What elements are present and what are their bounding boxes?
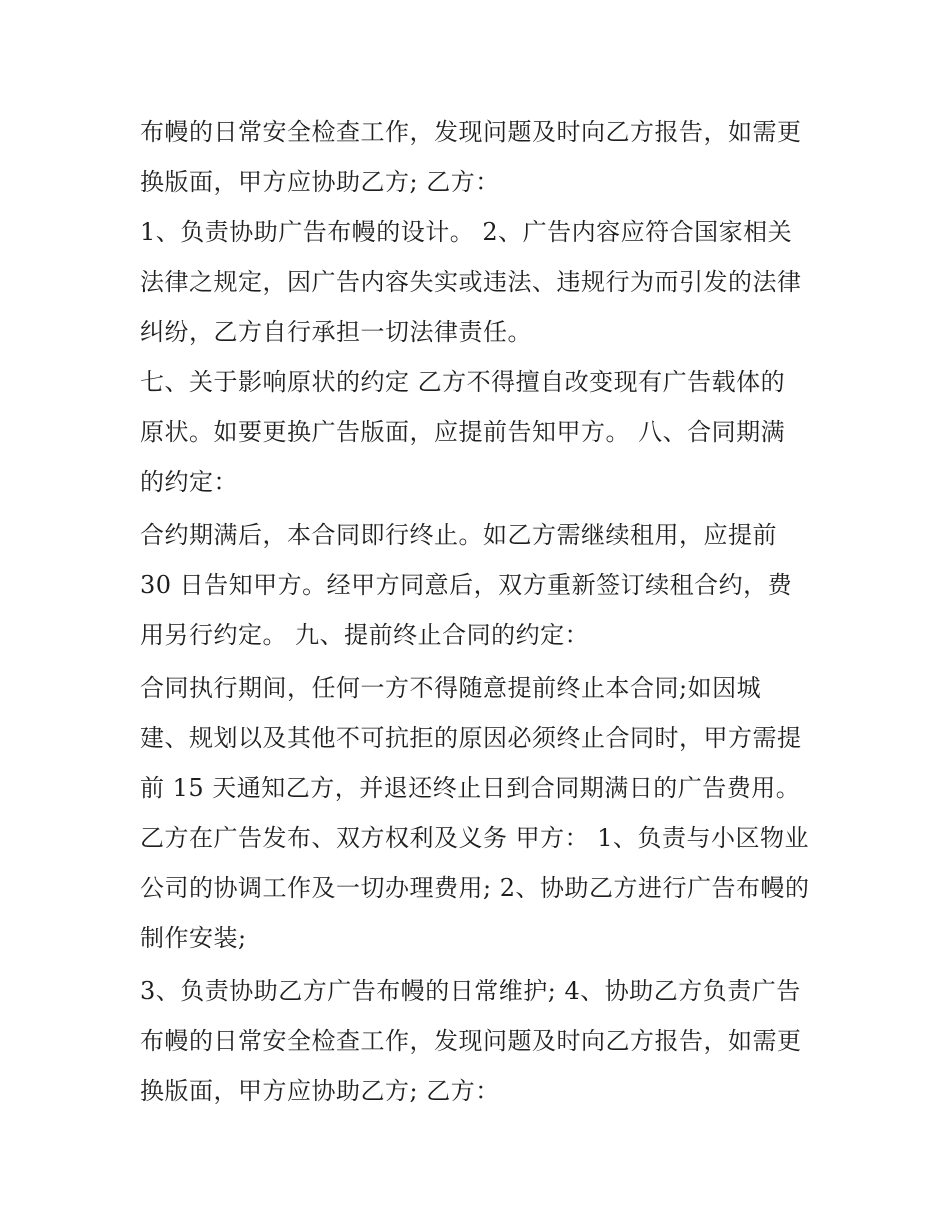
text-line: 用另行约定。 九、提前终止合同的约定： (140, 621, 590, 649)
text-line: 七、关于影响原状的约定 乙方不得擅自改变现有广告载体的 (140, 368, 786, 396)
text-line: 法律之规定，因广告内容失实或违法、违规行为而引发的法律 (140, 268, 802, 296)
text-line: 乙方在广告发布、双方权利及义务 甲方： 1、负责与小区物业 (140, 824, 810, 852)
text-line: 制作安装; (140, 924, 247, 952)
text-line: 3、负责协助乙方广告布幔的日常维护; 4、协助乙方负责广告 (140, 977, 801, 1005)
text-line: 建、规划以及其他不可抗拒的原因必须终止合同时，甲方需提 (140, 724, 802, 752)
text-line: 的约定： (140, 468, 238, 496)
text-line: 换版面，甲方应协助乙方; 乙方： (140, 168, 500, 196)
text-line: 合约期满后，本合同即行终止。如乙方需继续租用，应提前 (140, 521, 777, 549)
text-line: 布幔的日常安全检查工作，发现问题及时向乙方报告，如需更 (140, 1027, 802, 1055)
text-line: 纠纷，乙方自行承担一切法律责任。 (140, 318, 532, 346)
text-line: 布幔的日常安全检查工作，发现问题及时向乙方报告，如需更 (140, 118, 802, 146)
text-line: 原状。如要更换广告版面，应提前告知甲方。 八、合同期满 (140, 418, 786, 446)
text-line: 换版面，甲方应协助乙方; 乙方： (140, 1077, 500, 1105)
text-line: 公司的协调工作及一切办理费用; 2、协助乙方进行广告布幔的 (140, 874, 810, 902)
text-line: 30 日告知甲方。经甲方同意后，双方重新签订续租合约，费 (140, 571, 793, 599)
text-line: 1、负责协助广告布幔的设计。 2、广告内容应符合国家相关 (140, 218, 793, 246)
text-line: 合同执行期间，任何一方不得随意提前终止本合同;如因城 (140, 674, 762, 702)
text-line: 前 15 天通知乙方，并退还终止日到合同期满日的广告费用。 (140, 774, 801, 802)
